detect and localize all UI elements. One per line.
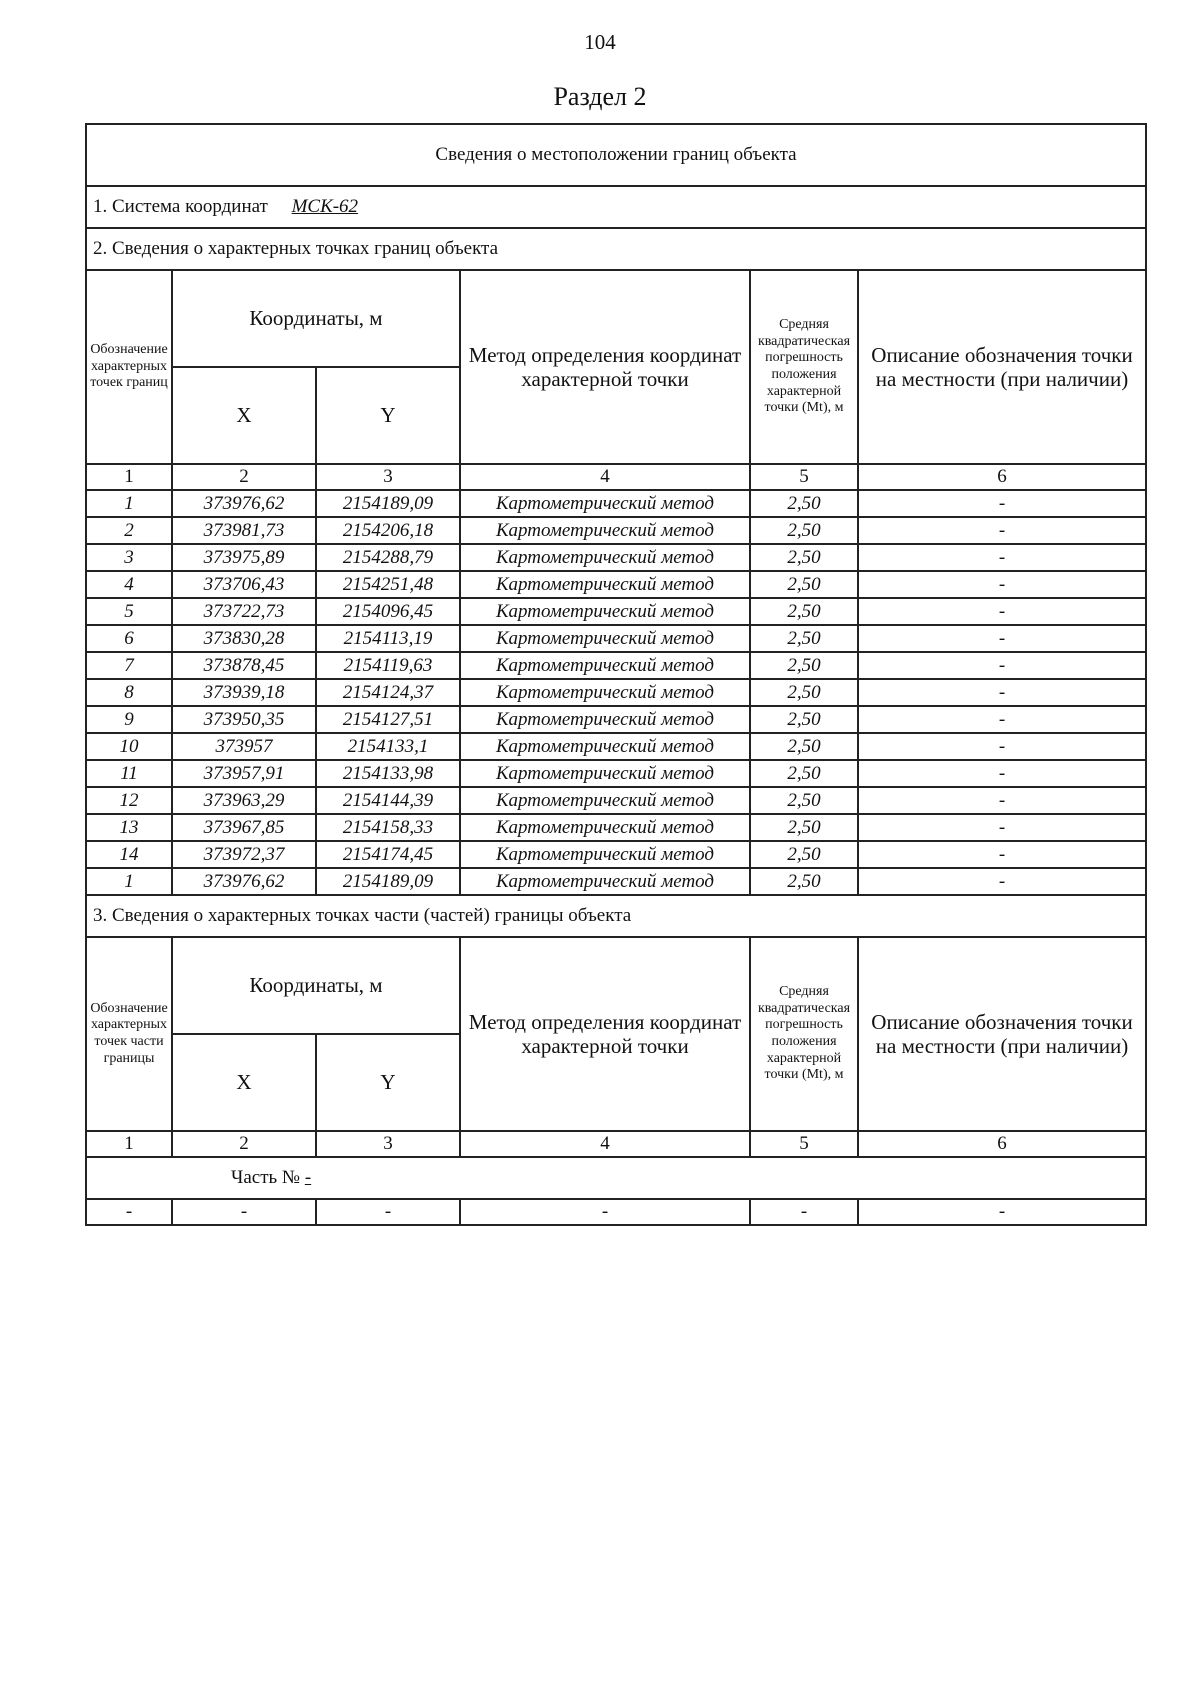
point-error: 2,50 <box>750 490 858 517</box>
point-x: 373706,43 <box>172 571 316 598</box>
point-y: 2154119,63 <box>316 652 460 679</box>
point-id: 6 <box>86 625 172 652</box>
point-error: 2,50 <box>750 652 858 679</box>
points-header-y: Y <box>316 367 460 464</box>
point-x: 373950,35 <box>172 706 316 733</box>
point-y: 2154144,39 <box>316 787 460 814</box>
point-x: 373963,29 <box>172 787 316 814</box>
point-x: 373830,28 <box>172 625 316 652</box>
points-header-description: Описание обозначения точки на местности (при наличии) <box>858 270 1146 464</box>
point-y: 2154113,19 <box>316 625 460 652</box>
table-title: Сведения о местоположении границ объекта <box>86 124 1146 186</box>
point-x: 373939,18 <box>172 679 316 706</box>
section-title: Раздел 2 <box>553 82 647 111</box>
point-method: Картометрический метод <box>460 517 750 544</box>
table-cell: - <box>750 1199 858 1225</box>
point-x: 373957,91 <box>172 760 316 787</box>
point-x: 373976,62 <box>172 490 316 517</box>
point-id: 9 <box>86 706 172 733</box>
table-row <box>86 625 1146 652</box>
point-x: 373976,62 <box>172 868 316 895</box>
point-error: 2,50 <box>750 517 858 544</box>
point-error: 2,50 <box>750 706 858 733</box>
point-description: - <box>858 760 1146 787</box>
table-row <box>86 679 1146 706</box>
point-description: - <box>858 733 1146 760</box>
point-method: Картометрический метод <box>460 760 750 787</box>
table-row <box>86 517 1146 544</box>
point-error: 2,50 <box>750 787 858 814</box>
points-col-numbers-row <box>86 464 1146 490</box>
col-number: 5 <box>750 1131 858 1157</box>
point-id: 12 <box>86 787 172 814</box>
boundary-table <box>85 123 1147 1226</box>
point-method: Картометрический метод <box>460 787 750 814</box>
point-x: 373981,73 <box>172 517 316 544</box>
point-x: 373967,85 <box>172 814 316 841</box>
point-y: 2154189,09 <box>316 490 460 517</box>
table-row <box>86 598 1146 625</box>
table-row <box>86 544 1146 571</box>
point-id: 10 <box>86 733 172 760</box>
point-id: 14 <box>86 841 172 868</box>
table-row <box>86 760 1146 787</box>
point-method: Картометрический метод <box>460 814 750 841</box>
col-number: 4 <box>460 464 750 490</box>
table-row <box>86 841 1146 868</box>
part-label-row <box>86 1157 1146 1199</box>
point-id: 3 <box>86 544 172 571</box>
parts-header-x: X <box>172 1034 316 1131</box>
points-header-x: X <box>172 367 316 464</box>
point-id: 4 <box>86 571 172 598</box>
coord-system-value: МСК-62 <box>291 196 359 218</box>
parts-header-coords: Координаты, м <box>172 937 460 1034</box>
table-row <box>86 571 1146 598</box>
point-error: 2,50 <box>750 598 858 625</box>
point-description: - <box>858 814 1146 841</box>
point-x: 373878,45 <box>172 652 316 679</box>
table-row <box>86 706 1146 733</box>
parts-header-designation: Обозначение характерных точек части границы <box>86 937 172 1131</box>
point-description: - <box>858 787 1146 814</box>
point-y: 2154124,37 <box>316 679 460 706</box>
point-error: 2,50 <box>750 868 858 895</box>
point-id: 11 <box>86 760 172 787</box>
table-cell: - <box>172 1199 316 1225</box>
point-method: Картометрический метод <box>460 571 750 598</box>
point-method: Картометрический метод <box>460 490 750 517</box>
parts-header-y: Y <box>316 1034 460 1131</box>
point-error: 2,50 <box>750 814 858 841</box>
point-id: 1 <box>86 868 172 895</box>
points-header-coords: Координаты, м <box>172 270 460 367</box>
col-number: 5 <box>750 464 858 490</box>
point-description: - <box>858 652 1146 679</box>
col-number: 1 <box>86 464 172 490</box>
col-number: 4 <box>460 1131 750 1157</box>
point-description: - <box>858 598 1146 625</box>
point-y: 2154174,45 <box>316 841 460 868</box>
point-y: 2154288,79 <box>316 544 460 571</box>
point-error: 2,50 <box>750 571 858 598</box>
col-number: 6 <box>858 1131 1146 1157</box>
point-error: 2,50 <box>750 679 858 706</box>
points-section-title: 2. Сведения о характерных точках границ объекта <box>86 228 1146 270</box>
col-number: 1 <box>86 1131 172 1157</box>
col-number: 2 <box>172 1131 316 1157</box>
table-cell: - <box>316 1199 460 1225</box>
point-x: 373975,89 <box>172 544 316 571</box>
point-method: Картометрический метод <box>460 625 750 652</box>
point-id: 7 <box>86 652 172 679</box>
point-description: - <box>858 706 1146 733</box>
point-id: 2 <box>86 517 172 544</box>
point-id: 13 <box>86 814 172 841</box>
col-number: 2 <box>172 464 316 490</box>
point-error: 2,50 <box>750 760 858 787</box>
point-y: 2154251,48 <box>316 571 460 598</box>
point-method: Картометрический метод <box>460 679 750 706</box>
table-cell: - <box>86 1199 172 1225</box>
coord-system-label: 1. Система координат <box>93 196 268 218</box>
col-number: 3 <box>316 464 460 490</box>
point-description: - <box>858 490 1146 517</box>
point-method: Картометрический метод <box>460 841 750 868</box>
point-y: 2154133,98 <box>316 760 460 787</box>
point-y: 2154127,51 <box>316 706 460 733</box>
points-header-error: Средняя квадратическая погрешность положения характерной точки (Mt), м <box>750 270 858 464</box>
points-header-designation: Обозначение характерных точек границ <box>86 270 172 464</box>
point-method: Картометрический метод <box>460 868 750 895</box>
col-number: 6 <box>858 464 1146 490</box>
point-method: Картометрический метод <box>460 598 750 625</box>
point-description: - <box>858 625 1146 652</box>
table-row <box>86 868 1146 895</box>
point-id: 8 <box>86 679 172 706</box>
point-id: 1 <box>86 490 172 517</box>
page-number: 104 <box>584 30 616 54</box>
point-description: - <box>858 841 1146 868</box>
point-y: 2154133,1 <box>316 733 460 760</box>
point-y: 2154206,18 <box>316 517 460 544</box>
coord-system-row <box>86 186 1146 228</box>
parts-section-title: 3. Сведения о характерных точках части (частей) границы объекта <box>86 895 1146 937</box>
point-id: 5 <box>86 598 172 625</box>
point-description: - <box>858 544 1146 571</box>
point-description: - <box>858 571 1146 598</box>
points-header-method: Метод определения координат характерной точки <box>460 270 750 464</box>
parts-header-description: Описание обозначения точки на местности (при наличии) <box>858 937 1146 1131</box>
table-row <box>86 733 1146 760</box>
table-cell: - <box>858 1199 1146 1225</box>
point-y: 2154096,45 <box>316 598 460 625</box>
parts-empty-row <box>86 1199 1146 1225</box>
table-row <box>86 652 1146 679</box>
point-method: Картометрический метод <box>460 706 750 733</box>
col-number: 3 <box>316 1131 460 1157</box>
point-error: 2,50 <box>750 625 858 652</box>
point-method: Картометрический метод <box>460 652 750 679</box>
parts-col-numbers-row <box>86 1131 1146 1157</box>
point-description: - <box>858 679 1146 706</box>
point-y: 2154189,09 <box>316 868 460 895</box>
table-row <box>86 490 1146 517</box>
point-method: Картометрический метод <box>460 544 750 571</box>
point-description: - <box>858 868 1146 895</box>
parts-header-error: Средняя квадратическая погрешность положения характерной точки (Mt), м <box>750 937 858 1131</box>
point-error: 2,50 <box>750 544 858 571</box>
point-description: - <box>858 517 1146 544</box>
part-label: Часть № <box>231 1167 301 1189</box>
point-error: 2,50 <box>750 841 858 868</box>
table-row <box>86 814 1146 841</box>
parts-header-method: Метод определения координат характерной точки <box>460 937 750 1131</box>
point-x: 373972,37 <box>172 841 316 868</box>
table-row <box>86 787 1146 814</box>
point-method: Картометрический метод <box>460 733 750 760</box>
point-x: 373957 <box>172 733 316 760</box>
point-error: 2,50 <box>750 733 858 760</box>
point-x: 373722,73 <box>172 598 316 625</box>
part-value: - <box>304 1167 312 1189</box>
table-cell: - <box>460 1199 750 1225</box>
point-y: 2154158,33 <box>316 814 460 841</box>
